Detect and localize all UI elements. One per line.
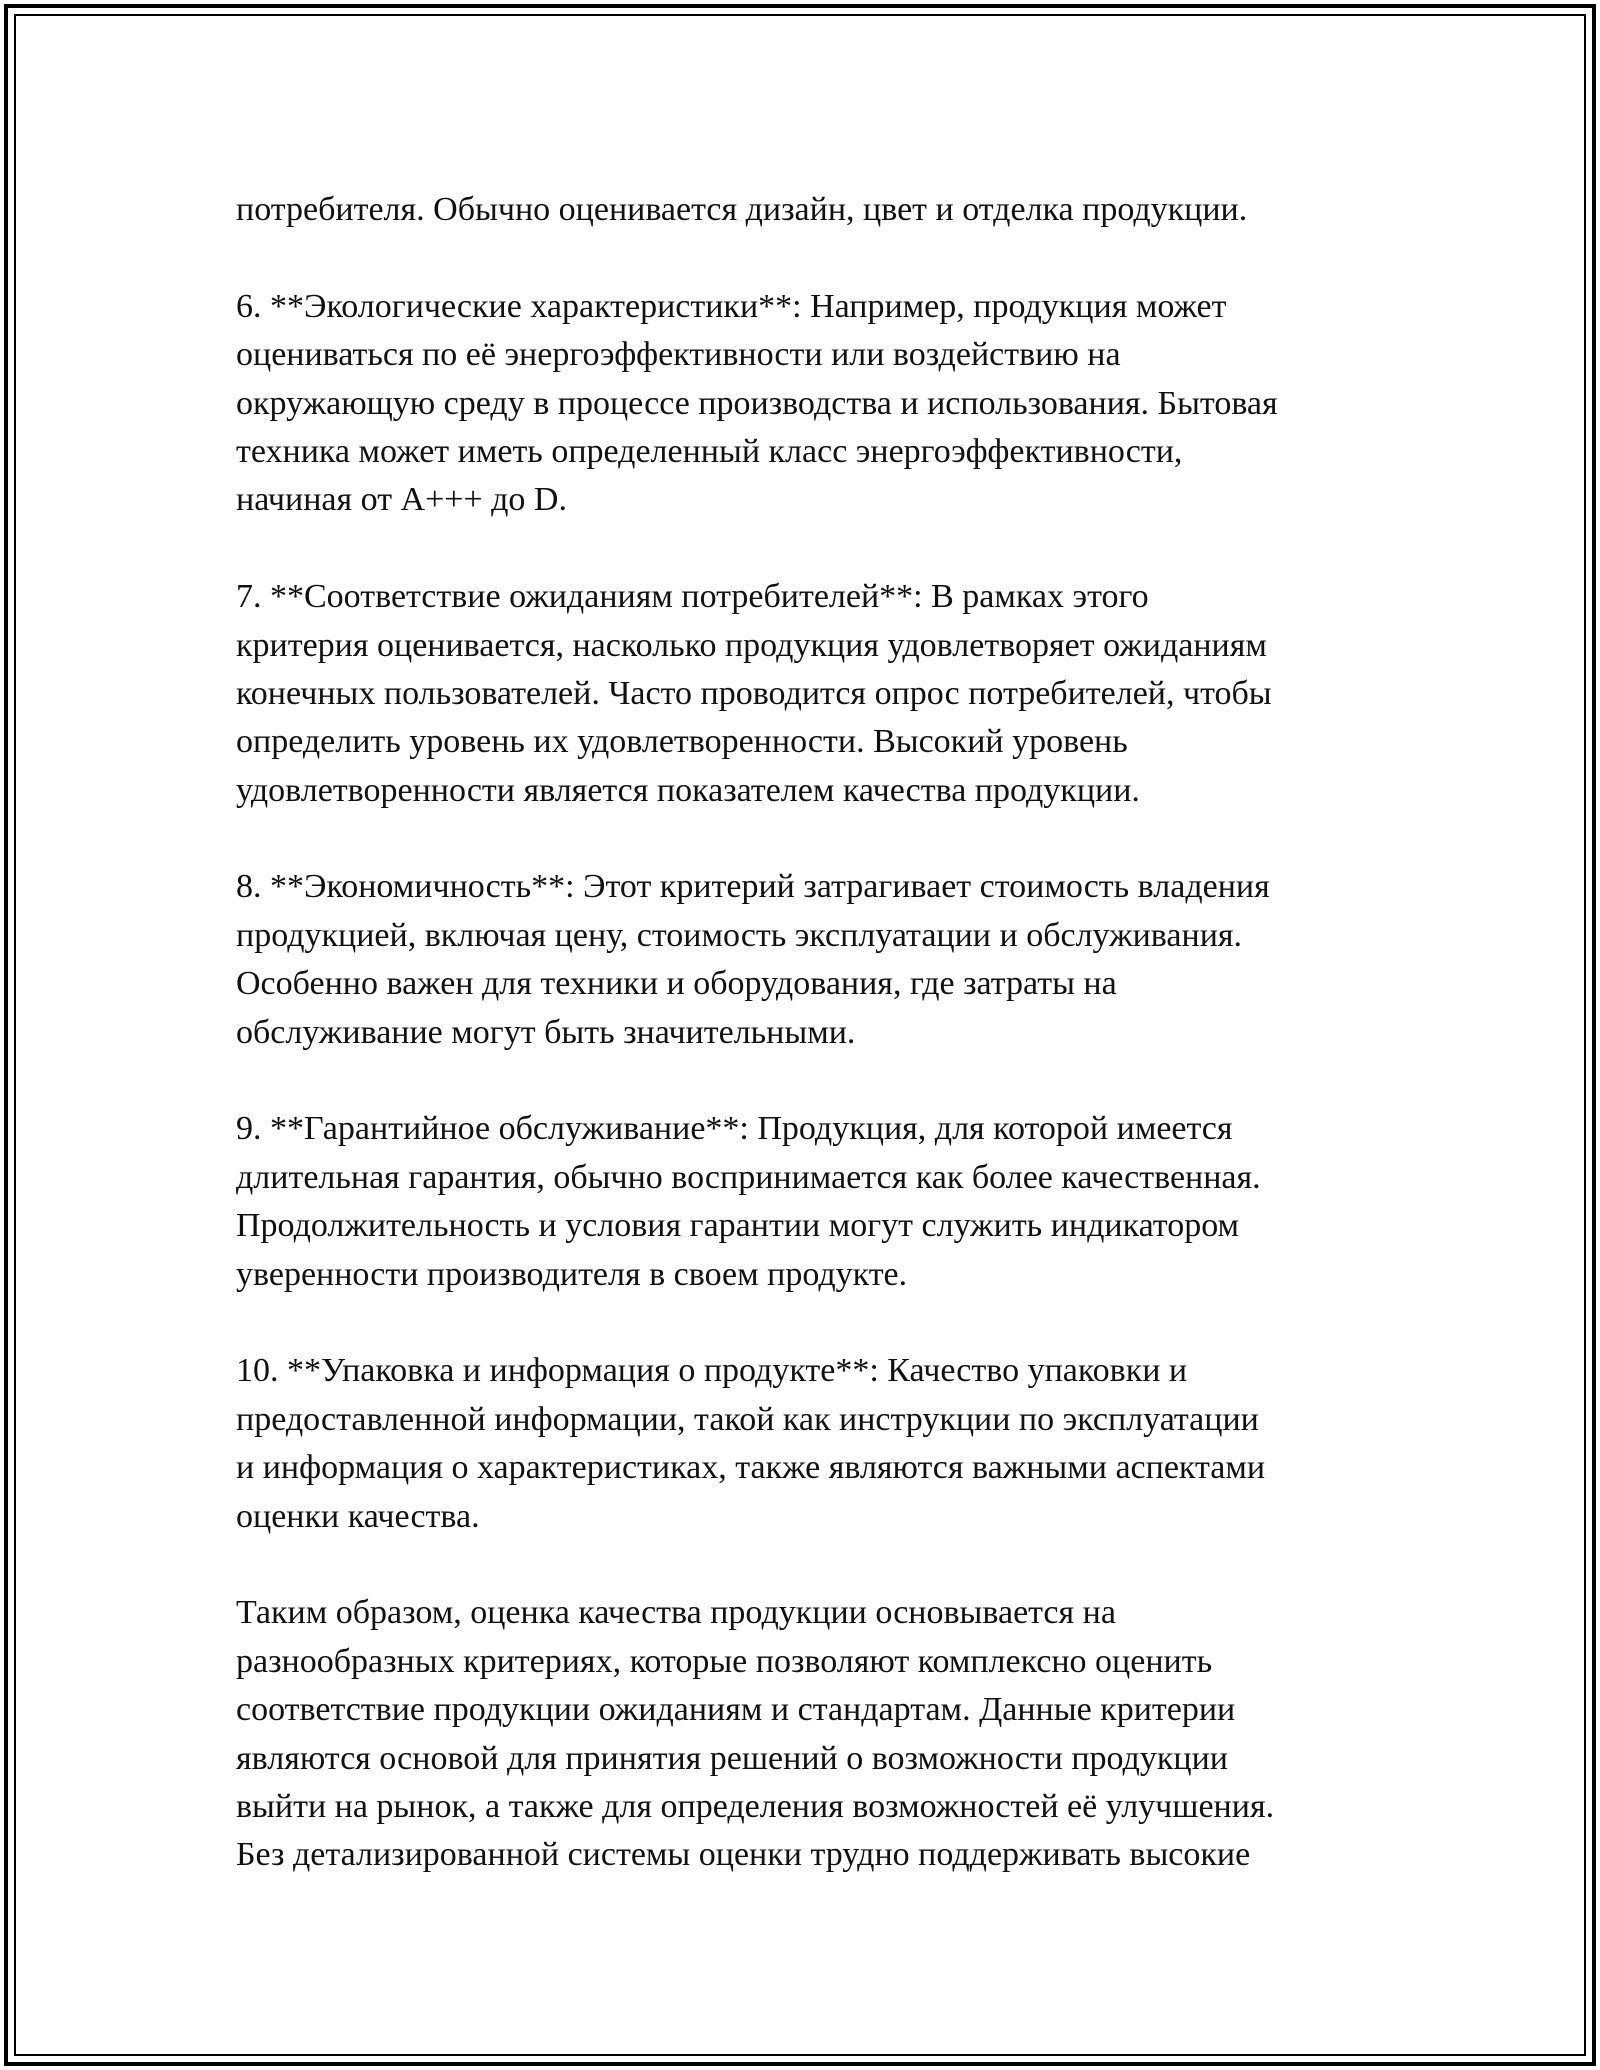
paragraph-item-6 — [236, 283, 1396, 525]
text-line: 7. **Соответствие ожиданиям потребителей**: В рамках этого — [236, 578, 1149, 616]
text-line: соответствие продукции ожиданиям и стандартам. Данные критерии — [236, 1691, 1236, 1729]
paragraph-item-7 — [236, 573, 1396, 815]
paragraph-item-9 — [236, 1105, 1396, 1299]
text-line: начиная от A+++ до D. — [236, 481, 567, 519]
paragraph-item-8 — [236, 863, 1396, 1057]
paragraph-continuation — [236, 186, 1396, 234]
text-line: продукцией, включая цену, стоимость эксплуатации и обслуживания. — [236, 916, 1243, 954]
text-line: предоставленной информации, такой как инструкции по эксплуатации — [236, 1400, 1259, 1438]
text-line: являются основой для принятия решений о возможности продукции — [236, 1739, 1228, 1777]
text-line: уверенности производителя в своем продукте. — [236, 1255, 908, 1293]
text-line: удовлетворенности является показателем качества продукции. — [236, 771, 1140, 809]
text-line: Таким образом, оценка качества продукции основывается на — [236, 1594, 1116, 1632]
text-line: Продолжительность и условия гарантии могут служить индикатором — [236, 1207, 1240, 1245]
text-line: конечных пользователей. Часто проводится опрос потребителей, чтобы — [236, 674, 1272, 712]
text-line: Особенно важен для техники и оборудования, где затраты на — [236, 965, 1117, 1003]
text-line: длительная гарантия, обычно воспринимается как более качественная. — [236, 1158, 1261, 1196]
text-line: окружающую среду в процессе производства и использования. Бытовая — [236, 384, 1278, 422]
text-line: техника может иметь определенный класс энергоэффективности, — [236, 432, 1183, 470]
text-line: выйти на рынок, а также для определения возможностей её улучшения. — [236, 1787, 1275, 1825]
paragraph-item-10 — [236, 1347, 1396, 1541]
text-line: 10. **Упаковка и информация о продукте**: Качество упаковки и — [236, 1352, 1188, 1390]
text-line: критерия оценивается, насколько продукция удовлетворяет ожиданиям — [236, 626, 1267, 664]
text-line: оценки качества. — [236, 1497, 480, 1535]
document-body — [236, 186, 1396, 1880]
text-line: разнообразных критериях, которые позволяют комплексно оценить — [236, 1642, 1213, 1680]
text-line: Без детализированной системы оценки трудно поддерживать высокие — [236, 1836, 1251, 1874]
text-line: 8. **Экономичность**: Этот критерий затрагивает стоимость владения — [236, 868, 1270, 906]
text-line: и информация о характеристиках, также являются важными аспектами — [236, 1449, 1266, 1487]
paragraph-conclusion — [236, 1589, 1396, 1879]
text-line: 9. **Гарантийное обслуживание**: Продукция, для которой имеется — [236, 1110, 1233, 1148]
text-line: потребителя. Обычно оценивается дизайн, цвет и отделка продукции. — [236, 191, 1248, 228]
text-line: оцениваться по её энергоэффективности или воздействию на — [236, 336, 1121, 374]
text-line: обслуживание могут быть значительными. — [236, 1013, 856, 1051]
text-line: 6. **Экологические характеристики**: Например, продукция может — [236, 287, 1227, 325]
text-line: определить уровень их удовлетворенности. Высокий уровень — [236, 723, 1128, 761]
